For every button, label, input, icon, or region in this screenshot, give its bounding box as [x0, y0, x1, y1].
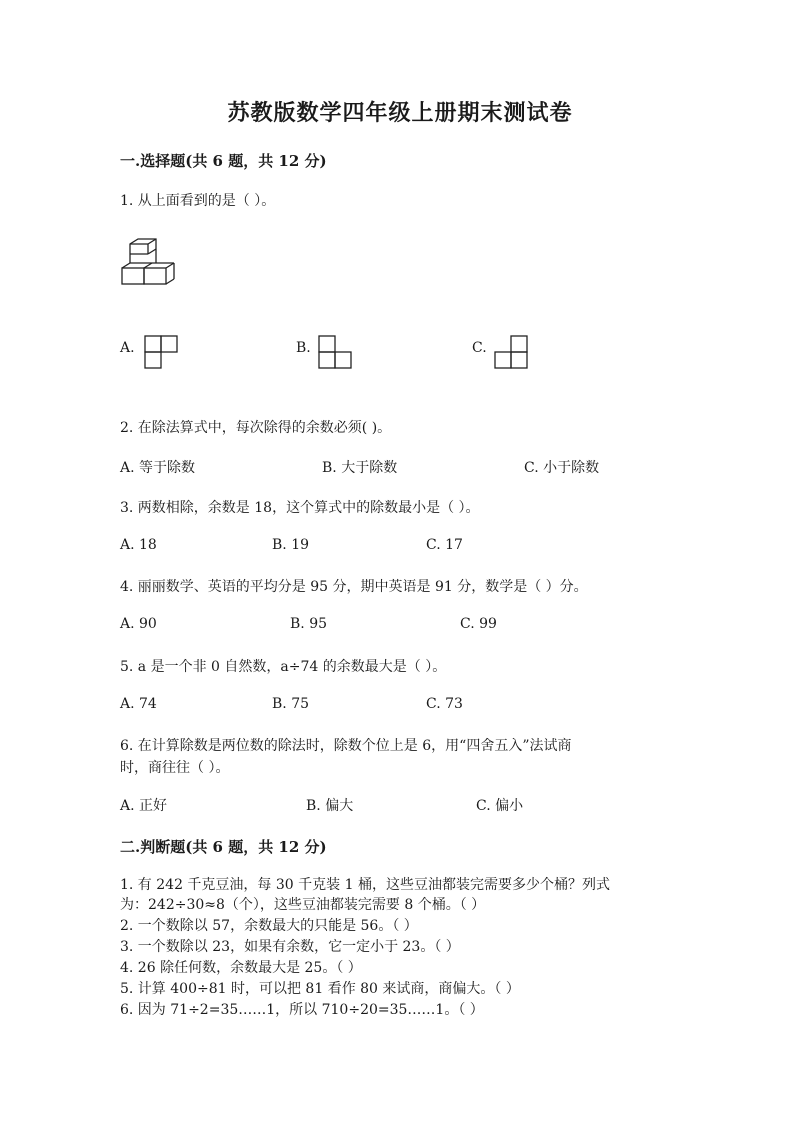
page-title: 苏教版数学四年级上册期末测试卷 — [227, 100, 573, 126]
q6-option-c: C. 偏小 — [476, 798, 524, 814]
q1-option-c-label: C. — [472, 340, 487, 356]
section-heading-judgement: 二.判断题(共 6 题，共 12 分) — [120, 838, 327, 856]
question-1-text: 1. 从上面看到的是（ ）。 — [120, 193, 276, 209]
tf-item-3: 3. 一个数除以 23，如果有余数，它一定小于 23。（ ） — [120, 939, 460, 955]
question-5-text: 5. a 是一个非 0 自然数，a÷74 的余数最大是（ ）。 — [120, 659, 447, 675]
q5-option-c: C. 73 — [426, 696, 463, 712]
q5-option-a: A. 74 — [120, 696, 157, 712]
q4-option-c: C. 99 — [460, 616, 497, 632]
q4-option-b: B. 95 — [290, 616, 328, 632]
tf-item-2: 2. 一个数除以 57，余数最大的只能是 56。（ ） — [120, 918, 418, 934]
q3-option-c: C. 17 — [426, 537, 463, 553]
q6-option-a: A. 正好 — [120, 798, 168, 814]
q2-option-c: C. 小于除数 — [524, 460, 600, 476]
q5-option-b: B. 75 — [272, 696, 310, 712]
q4-option-a: A. 90 — [120, 616, 157, 632]
q6-option-b: B. 偏大 — [306, 798, 354, 814]
q1-option-a-figure — [144, 335, 178, 369]
q2-option-a: A. 等于除数 — [120, 460, 196, 476]
question-6-line-1: 6. 在计算除数是两位数的除法时，除数个位上是 6，用“四舍五入”法试商 — [120, 738, 572, 754]
tf-item-6: 6. 因为 71÷2=35……1，所以 710÷20=35……1。（ ） — [120, 1002, 484, 1018]
section-heading-choice: 一.选择题(共 6 题，共 12 分) — [120, 152, 327, 170]
question-2-text: 2. 在除法算式中，每次除得的余数必须( )。 — [120, 420, 392, 436]
tf-item-5: 5. 计算 400÷81 时，可以把 81 看作 80 来试商，商偏大。（ ） — [120, 981, 520, 997]
tf-item-4: 4. 26 除任何数，余数最大是 25。（ ） — [120, 960, 362, 976]
tf-item-1-line-2: 为：242÷30≈8（个），这些豆油都装完需要 8 个桶。（ ） — [120, 897, 486, 913]
question-6-line-2: 时，商往往（ ）。 — [120, 760, 230, 776]
question-4-text: 4. 丽丽数学、英语的平均分是 95 分，期中英语是 91 分，数学是（ ）分。 — [120, 579, 588, 595]
tf-item-1-line-1: 1. 有 242 千克豆油，每 30 千克装 1 桶，这些豆油都装完需要多少个桶？列式 — [120, 877, 610, 893]
cube-stack-figure — [118, 238, 184, 290]
q1-option-c-figure — [494, 335, 528, 369]
q1-option-b-figure — [318, 335, 352, 369]
q3-option-a: A. 18 — [120, 537, 157, 553]
q3-option-b: B. 19 — [272, 537, 310, 553]
question-3-text: 3. 两数相除，余数是 18，这个算式中的除数最小是（ ）。 — [120, 500, 480, 516]
q1-option-b-label: B. — [296, 340, 311, 356]
q2-option-b: B. 大于除数 — [322, 460, 398, 476]
q1-option-a-label: A. — [120, 340, 135, 356]
